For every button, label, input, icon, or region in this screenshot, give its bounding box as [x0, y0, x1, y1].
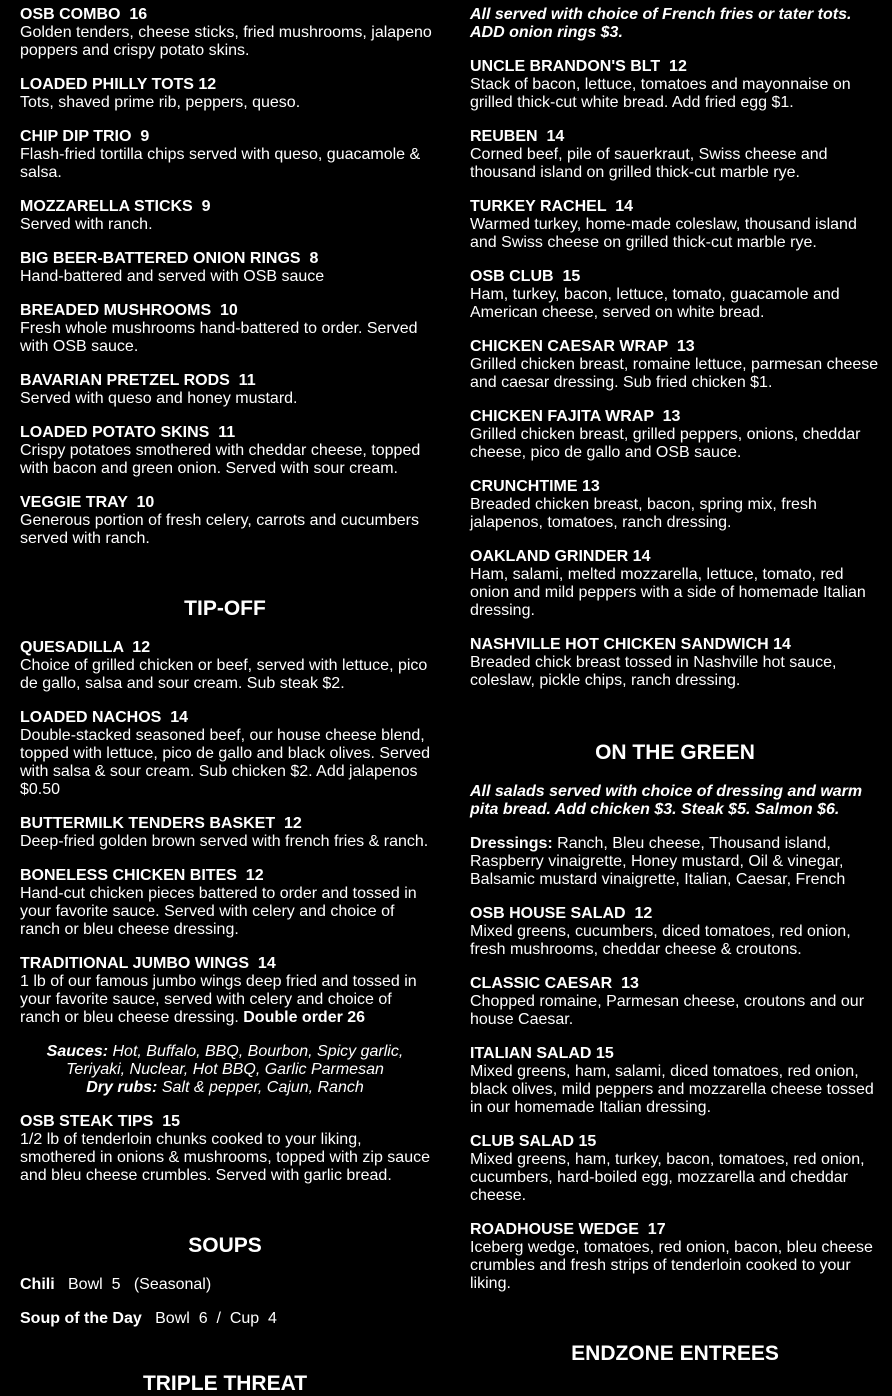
- menu-item-jumbo-wings: [20, 955, 432, 1027]
- menu-item-osb-club: [470, 268, 880, 322]
- item-description: Served with queso and honey mustard.: [20, 390, 298, 407]
- menu-item-chicken-bites: [20, 867, 432, 939]
- item-title: ROADHOUSE WEDGE 17: [470, 1221, 666, 1238]
- item-title: BREADED MUSHROOMS 10: [20, 302, 238, 319]
- item-title: ITALIAN SALAD 15: [470, 1045, 614, 1062]
- menu-item-loaded-philly-tots: [20, 76, 432, 112]
- item-title: OSB HOUSE SALAD 12: [470, 905, 653, 922]
- item-title: BUTTERMILK TENDERS BASKET 12: [20, 815, 302, 832]
- sauces-line-2: Teriyaki, Nuclear, Hot BBQ, Garlic Parmesan: [66, 1061, 384, 1078]
- item-title: UNCLE BRANDON'S BLT 12: [470, 58, 687, 75]
- soup-name: Chili: [20, 1276, 55, 1293]
- menu-item-loaded-nachos: [20, 709, 432, 799]
- menu-item-blt: [470, 58, 880, 112]
- menu-item-crunchtime: [470, 478, 870, 532]
- item-title: BONELESS CHICKEN BITES 12: [20, 867, 264, 884]
- item-description: 1/2 lb of tenderloin chunks cooked to your liking, smothered in onions & mushrooms, topped with zip sauce and bleu cheese crumbles. Served with garlic bread.: [20, 1131, 430, 1184]
- item-description: Hand-battered and served with OSB sauce: [20, 268, 325, 285]
- item-description: Breaded chick breast tossed in Nashville hot sauce, coleslaw, pickle chips, ranch dressing.: [470, 654, 837, 689]
- sauces-label: Sauces:: [46, 1043, 109, 1060]
- item-description: Grilled chicken breast, grilled peppers, onions, cheddar cheese, pico de gallo and OSB sauce.: [470, 426, 861, 461]
- sauces-line-1: [20, 1043, 430, 1061]
- item-description: Generous portion of fresh celery, carrots and cucumbers served with ranch.: [20, 512, 419, 547]
- sauces-list-1: Hot, Buffalo, BBQ, Bourbon, Spicy garlic,: [112, 1043, 404, 1060]
- item-description: Double-stacked seasoned beef, our house cheese blend, topped with lettuce, pico de gallo and black olives. Served with salsa & sour cream. Sub chicken $2. Add jalapenos $0.50: [20, 727, 431, 798]
- soup-row-soup-of-the-day: [20, 1310, 277, 1328]
- item-title: MOZZARELLA STICKS 9: [20, 198, 211, 215]
- menu-item-reuben: [470, 128, 880, 182]
- menu-item-house-salad: [470, 905, 880, 959]
- item-title: CLUB SALAD 15: [470, 1133, 597, 1150]
- soup-detail: Bowl 5 (Seasonal): [54, 1276, 212, 1293]
- dry-rubs-label: Dry rubs:: [86, 1079, 158, 1096]
- item-title: VEGGIE TRAY 10: [20, 494, 155, 511]
- menu-item-steak-tips: [20, 1113, 432, 1185]
- item-title: CHICKEN FAJITA WRAP 13: [470, 408, 681, 425]
- section-heading-triple-threat: TRIPLE THREAT: [142, 1372, 308, 1395]
- item-title: TURKEY RACHEL 14: [470, 198, 633, 215]
- dry-rubs-list: Salt & pepper, Cajun, Ranch: [161, 1079, 364, 1096]
- item-description: Warmed turkey, home-made coleslaw, thousand island and Swiss cheese on grilled thick-cut marble rye.: [470, 216, 857, 251]
- item-description: Fresh whole mushrooms hand-battered to order. Served with OSB sauce.: [20, 320, 418, 355]
- item-description: Choice of grilled chicken or beef, served with lettuce, pico de gallo, salsa and sour cream. Sub steak $2.: [20, 657, 428, 692]
- menu-item-osb-combo: [20, 6, 432, 60]
- item-title: CRUNCHTIME 13: [470, 478, 600, 495]
- item-description: Hand-cut chicken pieces battered to order and tossed in your favorite sauce. Served with celery and choice of ranch or bleu cheese dressing.: [20, 885, 417, 938]
- menu-item-pretzel-rods: [20, 372, 432, 408]
- item-title: OAKLAND GRINDER 14: [470, 548, 651, 565]
- item-title: CHICKEN CAESAR WRAP 13: [470, 338, 695, 355]
- item-description: Stack of bacon, lettuce, tomatoes and mayonnaise on grilled thick-cut white bread. Add fried egg $1.: [470, 76, 851, 111]
- item-description: Corned beef, pile of sauerkraut, Swiss cheese and thousand island on grilled thick-cut marble rye.: [470, 146, 828, 181]
- sauces-block: [20, 1043, 430, 1097]
- sandwich-sides-note: All served with choice of French fries or tater tots. ADD onion rings $3.: [470, 6, 852, 41]
- item-description: Mixed greens, cucumbers, diced tomatoes, red onion, fresh mushrooms, cheddar cheese & croutons.: [470, 923, 851, 958]
- menu-item-turkey-rachel: [470, 198, 880, 252]
- menu-item-mozzarella-sticks: [20, 198, 432, 234]
- item-description: Tots, shaved prime rib, peppers, queso.: [20, 94, 301, 111]
- item-description: Mixed greens, ham, salami, diced tomatoes, red onion, black olives, mild peppers and mozzarella cheese tossed in our homemade Italian dressing.: [470, 1063, 874, 1116]
- item-description: Grilled chicken breast, romaine lettuce, parmesan cheese and caesar dressing. Sub fried chicken $1.: [470, 356, 879, 391]
- item-description: Deep-fried golden brown served with french fries & ranch.: [20, 833, 429, 850]
- item-title: REUBEN 14: [470, 128, 565, 145]
- item-title: LOADED POTATO SKINS 11: [20, 424, 236, 441]
- menu-item-classic-caesar: [470, 975, 880, 1029]
- menu-item-potato-skins: [20, 424, 432, 478]
- menu-item-tenders-basket: [20, 815, 432, 851]
- soup-row-chili: [20, 1276, 211, 1294]
- dry-rubs-line: [20, 1079, 430, 1097]
- menu-item-veggie-tray: [20, 494, 432, 548]
- item-description: Iceberg wedge, tomatoes, red onion, bacon, bleu cheese crumbles and fresh strips of tenderloin cooked to your liking.: [470, 1239, 873, 1292]
- item-title: OSB COMBO 16: [20, 6, 148, 23]
- item-title: OSB CLUB 15: [470, 268, 581, 285]
- section-heading-on-the-green: ON THE GREEN: [595, 741, 755, 764]
- section-heading-endzone-entrees: ENDZONE ENTREES: [571, 1342, 779, 1365]
- item-description: [20, 973, 432, 1027]
- item-title: BAVARIAN PRETZEL RODS 11: [20, 372, 256, 389]
- menu-item-nashville-hot-chicken: [470, 636, 880, 690]
- menu-item-quesadilla: [20, 639, 432, 693]
- item-description: Ham, turkey, bacon, lettuce, tomato, guacamole and American cheese, served on white bread.: [470, 286, 840, 321]
- menu-item-breaded-mushrooms: [20, 302, 432, 356]
- item-description: Mixed greens, ham, turkey, bacon, tomatoes, red onion, cucumbers, hard-boiled egg, mozzarella and cheddar cheese.: [470, 1151, 865, 1204]
- item-title: CLASSIC CAESAR 13: [470, 975, 639, 992]
- wings-double-order: Double order 26: [243, 1009, 366, 1026]
- item-title: QUESADILLA 12: [20, 639, 151, 656]
- section-heading-tipoff: TIP-OFF: [184, 597, 266, 620]
- dressings-list: [470, 835, 880, 889]
- item-title: BIG BEER-BATTERED ONION RINGS 8: [20, 250, 319, 267]
- menu-item-roadhouse-wedge: [470, 1221, 880, 1293]
- item-title: NASHVILLE HOT CHICKEN SANDWICH 14: [470, 636, 791, 653]
- item-title: CHIP DIP TRIO 9: [20, 128, 150, 145]
- menu-item-fajita-wrap: [470, 408, 880, 462]
- menu-item-caesar-wrap: [470, 338, 882, 392]
- dressings-options: Ranch, Bleu cheese, Thousand island, Raspberry vinaigrette, Honey mustard, Oil & vinegar, Balsamic mustard vinaigrette, Italian, Caesar, French: [470, 835, 846, 888]
- soup-detail: Bowl 6 / Cup 4: [141, 1310, 277, 1327]
- item-description: Golden tenders, cheese sticks, fried mushrooms, jalapeno poppers and crispy potato skins.: [20, 24, 432, 59]
- item-description: Flash-fried tortilla chips served with queso, guacamole & salsa.: [20, 146, 421, 181]
- menu-item-chip-dip-trio: [20, 128, 432, 182]
- item-title: LOADED PHILLY TOTS 12: [20, 76, 217, 93]
- item-description: Served with ranch.: [20, 216, 153, 233]
- soup-name: Soup of the Day: [20, 1310, 142, 1327]
- menu-item-club-salad: [470, 1133, 880, 1205]
- item-description: Crispy potatoes smothered with cheddar cheese, topped with bacon and green onion. Served with sour cream.: [20, 442, 421, 477]
- menu-item-oakland-grinder: [470, 548, 880, 620]
- dressings-label: Dressings:: [470, 835, 553, 852]
- wings-description: 1 lb of our famous jumbo wings deep fried and tossed in your favorite sauce, served with celery and choice of ranch or bleu cheese dressing.: [20, 973, 417, 1026]
- salad-note: All salads served with choice of dressing and warm pita bread. Add chicken $3. Steak $5. Salmon $6.: [470, 783, 863, 818]
- item-title: TRADITIONAL JUMBO WINGS 14: [20, 955, 276, 972]
- menu-item-italian-salad: [470, 1045, 880, 1117]
- item-description: Ham, salami, melted mozzarella, lettuce, tomato, red onion and mild peppers with a side of homemade Italian dressing.: [470, 566, 866, 619]
- item-title: OSB STEAK TIPS 15: [20, 1113, 181, 1130]
- item-description: Chopped romaine, Parmesan cheese, croutons and our house Caesar.: [470, 993, 865, 1028]
- menu-item-onion-rings: [20, 250, 432, 286]
- section-heading-soups: SOUPS: [188, 1234, 262, 1257]
- item-description: Breaded chicken breast, bacon, spring mix, fresh jalapenos, tomatoes, ranch dressing.: [470, 496, 817, 531]
- item-title: LOADED NACHOS 14: [20, 709, 189, 726]
